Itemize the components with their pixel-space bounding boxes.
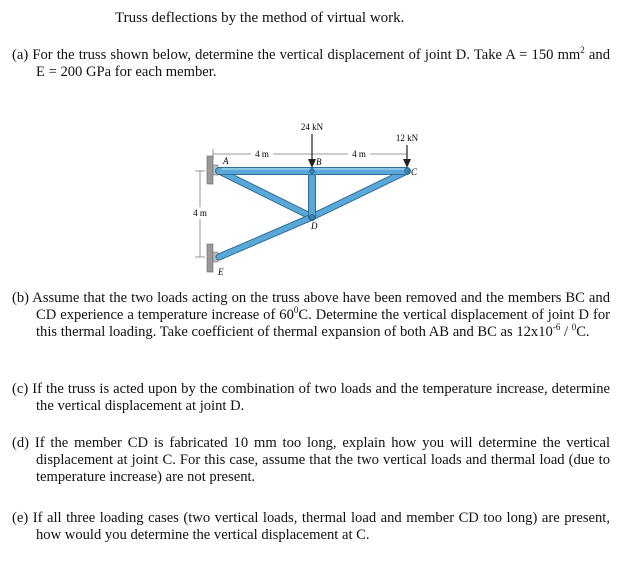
truss-figure	[178, 118, 438, 283]
part-b-text-3: /	[560, 324, 572, 340]
joint-label-d: D	[311, 221, 318, 231]
page-title: Truss deflections by the method of virtual work.	[115, 10, 405, 26]
part-a-label: (a)	[12, 47, 29, 63]
part-a-text: For the truss shown below, determine the vertical displacement of joint D. Take A = 150 mm	[32, 47, 581, 63]
load-label-c: 12 kN	[395, 133, 419, 143]
question-part-d	[12, 435, 610, 486]
question-part-c	[12, 381, 610, 415]
load-arrow-b	[308, 134, 316, 168]
part-c-label: (c)	[12, 381, 29, 397]
part-e-text: If all three loading cases (two vertical loads, thermal load and member CD too long) are present, how would you determine the vertical displacement at C.	[32, 510, 610, 543]
part-b-exponent-superscript: -6	[552, 322, 561, 333]
dimension-label-ab: 4 m	[255, 149, 269, 159]
question-part-e	[12, 510, 610, 544]
joint-label-a: A	[223, 156, 229, 166]
joint-label-b: B	[316, 157, 322, 167]
joint-d	[309, 214, 314, 219]
load-arrow-c	[403, 145, 411, 168]
part-e-label: (e)	[12, 510, 29, 526]
part-b-degree-superscript-2: 0	[571, 322, 577, 333]
part-d-text: If the member CD is fabricated 10 mm too long, explain how you will determine the vertical displacement at joint C. For this case, assume that the two vertical loads and thermal load (due to temperature increase) are not present.	[34, 435, 610, 485]
dimension-label-ae: 4 m	[193, 208, 207, 218]
part-d-label: (d)	[12, 435, 30, 451]
question-part-b	[12, 290, 610, 341]
dimension-label-bc: 4 m	[352, 149, 366, 159]
part-b-degree-superscript: 0	[293, 305, 299, 316]
joint-c	[405, 169, 410, 174]
part-a-superscript: 2	[580, 45, 585, 56]
part-c-text: If the truss is acted upon by the combination of two loads and the temperature increase, determine the vertical displacement at joint D.	[32, 381, 610, 414]
part-b-text-4: C.	[576, 324, 590, 340]
part-a-text-end: and E = 200 GPa for each member.	[36, 47, 610, 80]
part-b-label: (b)	[12, 290, 30, 306]
joint-b	[310, 169, 315, 174]
part-b-text: Assume that the two loads acting on the truss above have been removed and the members BC and CD experience a temperature increase of 60	[32, 290, 611, 323]
joint-label-e: E	[218, 267, 224, 277]
question-part-a	[12, 47, 610, 81]
load-label-b: 24 kN	[300, 122, 324, 132]
joint-label-c: C	[411, 167, 418, 177]
part-b-text-2: C. Determine the vertical displacement of joint D for this thermal loading. Take coefficient of thermal expansion of both AB and BC as 12x10	[36, 307, 610, 340]
